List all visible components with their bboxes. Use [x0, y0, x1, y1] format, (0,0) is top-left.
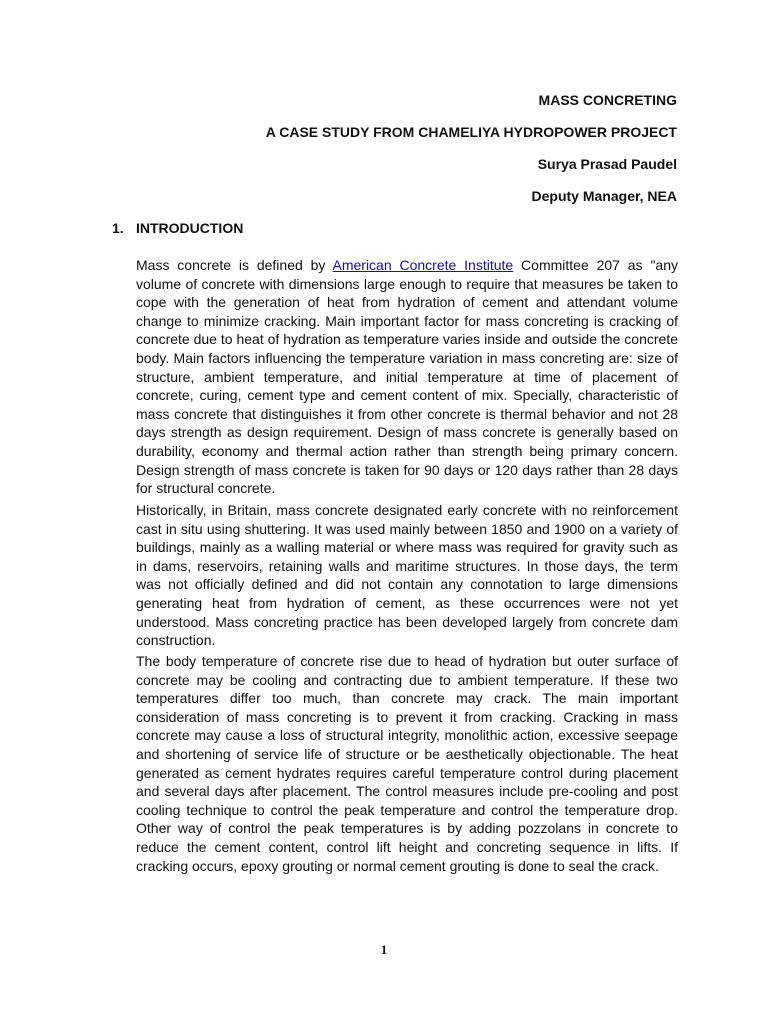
section-title: INTRODUCTION [136, 220, 244, 236]
section-heading [112, 218, 243, 238]
author-position: Deputy Manager, NEA [531, 188, 677, 204]
author-name: Surya Prasad Paudel [537, 156, 677, 172]
document-header [266, 90, 677, 218]
document-title: MASS CONCRETING [538, 92, 677, 108]
paragraph-1-text: Committee 207 as "any volume of concrete with dimensions large enough to require that measures be taken to cope with the generation of heat from hydration of cement and attendant volume change to minimize cracking. Main important factor for mass concreting is cracking of concrete due to heat of hydration as temperature varies inside and outside the concrete body. Main factors influencing the temperature variation in mass concreting are: size of structure, ambient temperature, and initial temperature at time of placement of concrete, curing, cement type and cement content of mix. Specially, characteristic of mass concrete that distinguishes it from other concrete is thermal behavior and not 28 days strength as design requirement. Design of mass concrete is generally based on durability, economy and thermal action rather than strength being primary concern. Design strength of mass concrete is taken for 90 days or 120 days rather than 28 days for structural concrete. [136, 257, 678, 497]
document-subtitle: A CASE STUDY FROM CHAMELIYA HYDROPOWER PROJECT [265, 124, 677, 140]
paragraph-1-intro-text: Mass concrete is defined by [136, 257, 333, 273]
paragraph-1 [136, 256, 678, 498]
aci-link[interactable]: American Concrete Institute [332, 257, 514, 273]
paragraph-2 [136, 501, 678, 650]
paragraph-3 [136, 652, 678, 875]
section-number: 1. [112, 220, 124, 236]
paragraph-2-text: Historically, in Britain, mass concrete designated early concrete with no reinforcement cast in situ using shuttering. It was used mainly between 1850 and 1900 on a variety of buildings, mainly as a walling material or where mass was required for gravity such as in dams, reservoirs, retaining walls and maritime structures. In those days, the term was not officially defined and did not contain any connotation to large dimensions generating heat from hydration of cement, as these occurrences were not yet understood. Mass concreting practice has been developed largely from concrete dam construction. [136, 502, 678, 649]
page-number: 1 [380, 942, 388, 957]
paragraph-3-text: The body temperature of concrete rise due to head of hydration but outer surface of concrete may be cooling and contracting due to ambient temperature. If these two temperatures differ too much, than concrete may crack. The main important consideration of mass concreting is to prevent it from cracking. Cracking in mass concrete may cause a loss of structural integrity, monolithic action, excessive seepage and shortening of service life of structure or be aesthetically objectionable. The heat generated as cement hydrates requires careful temperature control during placement and several days after placement. The control measures include pre-cooling and post cooling technique to control the peak temperature and control the temperature drop. Other way of control the peak temperatures is by adding pozzolans in concrete to reduce the cement content, control lift height and concreting sequence in lifts. If cracking occurs, epoxy grouting or normal cement grouting is done to seal the crack. [136, 653, 678, 874]
